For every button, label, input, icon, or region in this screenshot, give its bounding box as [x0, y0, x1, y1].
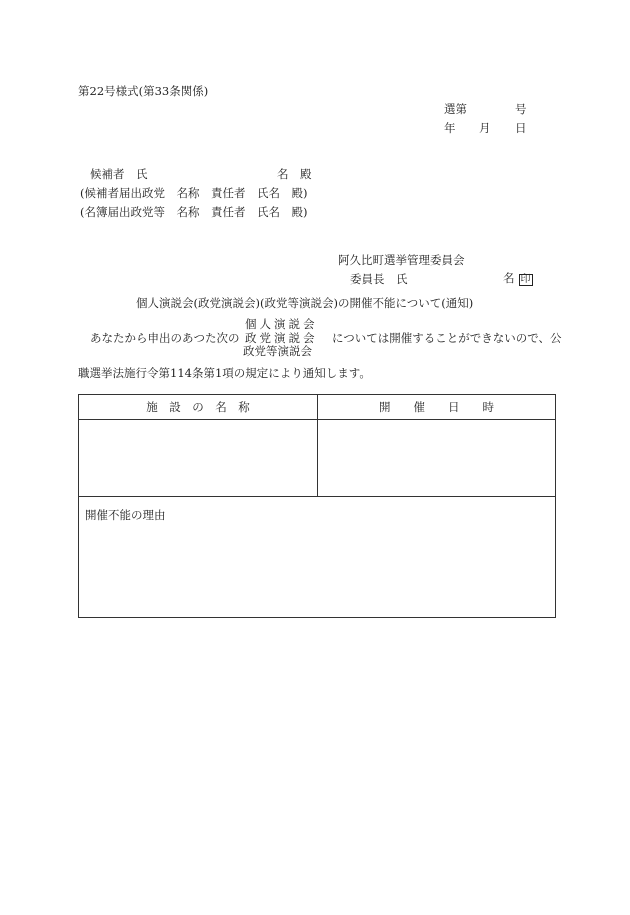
document-title: 個人演説会(政党演説会)(政党等演説会)の開催不能について(通知) — [136, 296, 474, 310]
seal-icon: 印 — [520, 274, 531, 285]
sender-chair-label: 委員長 氏 — [350, 272, 408, 286]
date-year: 年 — [444, 121, 456, 135]
recipient-party: (候補者届出政党 名称 責任者 氏名 殿) — [80, 186, 308, 200]
chair-name-char: 名 — [503, 271, 515, 285]
option-parties-speech: 政党等演説会 — [243, 344, 312, 358]
facility-name-header: 施 設 の 名 称 — [79, 395, 318, 420]
recipient-list-party: (名簿届出政党等 名称 責任者 氏名 殿) — [80, 205, 308, 219]
reason-cell[interactable] — [79, 497, 556, 618]
facility-name-cell[interactable] — [79, 420, 318, 497]
ref-prefix: 選第 — [444, 102, 467, 116]
form-number: 第22号様式(第33条関係) — [78, 84, 209, 98]
option-party-speech: 政党演説会 — [245, 331, 318, 345]
body-main-prefix: あなたから申出のあつた次の — [90, 331, 240, 345]
option-personal-speech: 個人演説会 — [245, 317, 318, 331]
date-day: 日 — [515, 121, 527, 135]
date-month: 月 — [479, 121, 491, 135]
recipient-candidate-label: 候補者 氏 — [90, 167, 148, 181]
sender-chair-suffix — [503, 273, 533, 286]
sender-organization: 阿久比町選挙管理委員会 — [338, 253, 465, 267]
body-main-suffix: については開催することができないので、公 — [332, 331, 562, 345]
info-table — [78, 394, 556, 618]
event-datetime-header: 開 催 日 時 — [318, 395, 556, 420]
body-line-2: 職選挙法施行令第114条第1項の規定により通知します。 — [78, 366, 371, 380]
recipient-candidate-suffix: 名 殿 — [277, 167, 312, 181]
ref-suffix: 号 — [515, 102, 527, 116]
event-datetime-cell[interactable] — [318, 420, 556, 497]
reason-label: 開催不能の理由 — [85, 508, 166, 522]
